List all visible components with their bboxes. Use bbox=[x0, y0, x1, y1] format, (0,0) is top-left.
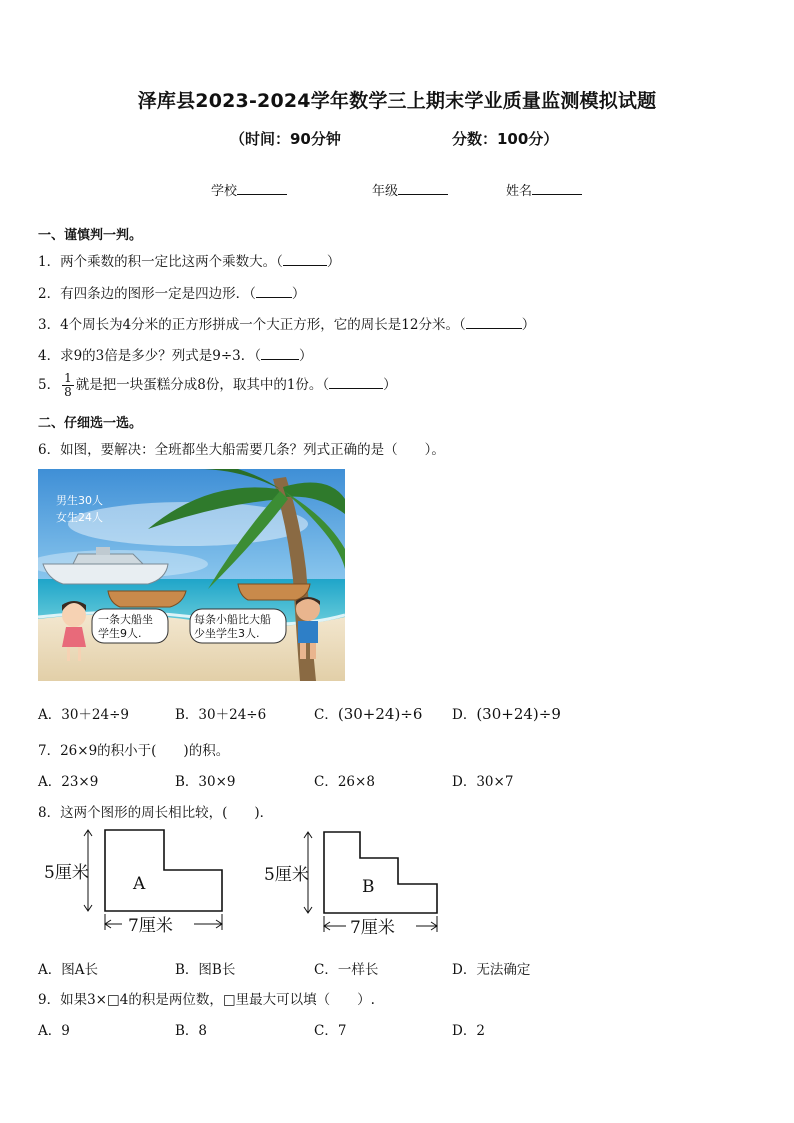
bubble-left-line-1: 一条大船坐 bbox=[98, 613, 153, 626]
q6-option-a[interactable]: A．30＋24÷9 bbox=[38, 707, 130, 723]
boys-count: 男生30人 bbox=[56, 494, 103, 507]
section-heading-choice: 二、仔细选一选。 bbox=[38, 416, 143, 431]
shape-a-outline bbox=[105, 830, 222, 911]
figure-a bbox=[40, 826, 272, 942]
q9-option-b[interactable]: B．8 bbox=[175, 1023, 208, 1039]
section-heading-judge: 一、谨慎判一判。 bbox=[38, 228, 143, 243]
figure-a-width-label: 7厘米 bbox=[128, 916, 173, 936]
page-title: 泽库县2023-2024学年数学三上期末学业质量监测模拟试题 bbox=[137, 90, 657, 112]
figure-b-width-label: 7厘米 bbox=[350, 918, 395, 938]
answer-blank[interactable] bbox=[261, 347, 299, 360]
q9-option-c[interactable]: C．7 bbox=[314, 1023, 347, 1039]
judge-question-5: 5． $\frac{1}{8}$ 就是把一块蛋糕分成8份，取其中的1份。（ ） bbox=[38, 371, 397, 399]
girls-count: 女生24人 bbox=[56, 511, 103, 524]
q9-option-a[interactable]: A．9 bbox=[38, 1023, 70, 1039]
figure-b-height-label: 5厘米 bbox=[264, 865, 309, 885]
judge-question-4: 4．求9的3倍是多少？列式是9÷3．（ ） bbox=[38, 348, 313, 364]
figure-b-svg bbox=[262, 826, 452, 942]
question-8-text: 8．这两个图形的周长相比较，( )． bbox=[38, 805, 274, 821]
question-9-text: 9．如果3×□4的积是两位数，□里最大可以填（ ）. bbox=[38, 992, 375, 1008]
bubble-left-line-2: 学生9人. bbox=[98, 627, 142, 640]
figure-a-height-label: 5厘米 bbox=[44, 863, 89, 883]
school-field[interactable]: 学校 bbox=[211, 180, 287, 199]
q7-option-b[interactable]: B．30×9 bbox=[175, 774, 236, 790]
figure-a-letter: A bbox=[133, 874, 146, 894]
answer-blank[interactable] bbox=[283, 253, 327, 266]
q7-option-c[interactable]: C．26×8 bbox=[314, 774, 375, 790]
grade-field[interactable]: 年级 bbox=[372, 180, 448, 199]
q6-option-b[interactable]: B．30＋24÷6 bbox=[175, 707, 267, 723]
q7-option-d[interactable]: D．30×7 bbox=[452, 774, 514, 790]
question-7-text: 7．26×9的积小于( )的积。 bbox=[38, 743, 230, 759]
figure-b bbox=[262, 826, 452, 942]
judge-question-2: 2．有四条边的图形一定是四边形．（ ） bbox=[38, 286, 306, 302]
question-6-text: 6．如图，要解决：全班都坐大船需要几条？列式正确的是（ ）。 bbox=[38, 442, 445, 458]
q8-option-b[interactable]: B．图B长 bbox=[175, 962, 236, 978]
q7-option-a[interactable]: A．23×9 bbox=[38, 774, 99, 790]
q8-option-a[interactable]: A．图A长 bbox=[38, 962, 98, 978]
exam-score: 分数：100分） bbox=[452, 130, 559, 148]
answer-blank[interactable] bbox=[329, 376, 383, 389]
bubble-right-line-2: 少坐学生3人. bbox=[194, 627, 260, 640]
name-field[interactable]: 姓名 bbox=[506, 180, 582, 199]
boat-scene-image bbox=[38, 469, 345, 681]
shape-b-outline bbox=[324, 832, 437, 913]
exam-time: （时间：90分钟 bbox=[230, 130, 341, 148]
q8-option-d[interactable]: D．无法确定 bbox=[452, 962, 531, 978]
boat-scene-svg bbox=[38, 469, 345, 681]
q9-option-d[interactable]: D．2 bbox=[452, 1023, 485, 1039]
q8-option-c[interactable]: C．一样长 bbox=[314, 962, 379, 978]
fraction: $\frac{1}{8}$ bbox=[64, 371, 72, 399]
answer-blank[interactable] bbox=[466, 316, 522, 329]
q6-option-d[interactable]: D．(30+24)÷9 bbox=[452, 705, 561, 723]
figure-b-letter: B bbox=[362, 877, 375, 897]
q6-option-c[interactable]: C．(30+24)÷6 bbox=[314, 705, 423, 723]
judge-question-3: 3．4个周长为4分米的正方形拼成一个大正方形，它的周长是12分米。（ ） bbox=[38, 317, 536, 333]
answer-blank[interactable] bbox=[256, 285, 292, 298]
judge-question-1: 1．两个乘数的积一定比这两个乘数大。（ ） bbox=[38, 254, 341, 270]
figure-a-svg bbox=[40, 826, 272, 942]
bubble-right-line-1: 每条小船比大船 bbox=[194, 613, 271, 626]
